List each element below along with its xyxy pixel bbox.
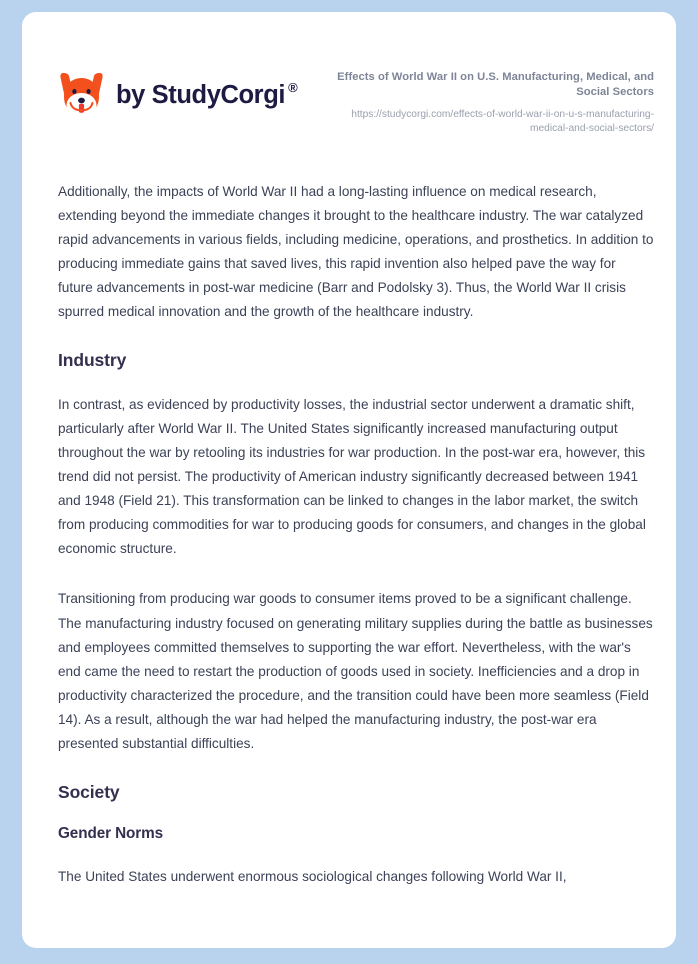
- brand-name-text: by StudyCorgi: [116, 81, 286, 110]
- heading-industry: Industry: [58, 350, 127, 371]
- corgi-logo-icon: [58, 70, 105, 122]
- paragraph-society-opening: The United States underwent enormous sociological changes following World War II,: [58, 868, 567, 884]
- document-title: Effects of World War II on U.S. Manufacturing, Medical, and Social Sectors: [337, 71, 654, 99]
- brand-wordmark: [116, 80, 298, 110]
- registered-trademark-icon: ®: [288, 80, 298, 96]
- document-page-card: [22, 12, 676, 948]
- heading-gender-norms: Gender Norms: [58, 824, 164, 842]
- brand-logo-block[interactable]: [58, 64, 297, 122]
- document-source-url[interactable]: https://studycorgi.com/effects-of-world-war-ii-on-u-s-manufacturing-medical-and-social-sectors/: [351, 108, 654, 135]
- heading-society: Society: [58, 781, 120, 802]
- paragraph-industry-transition: Transitioning from producing war goods to consumer items proved to be a significant challenge. The manufacturing industry focused on generating military supplies during the battle as businesses and employees committed themselves to supporting the war effort. Nevertheless, with the war's end came the need to restart the production of goods used in society. Inefficiencies and a drop in productivity characterized the procedure, and the transition could have been more seamless (Field 14). As a result, although the war had helped the manufacturing industry, the post-war era presented substantial difficulties.: [58, 591, 653, 751]
- document-body: [22, 180, 676, 889]
- paragraph-medical-research: Additionally, the impacts of World War II had a long-lasting influence on medical research, extending beyond the immediate changes it brought to the healthcare industry. The war catalyzed rapid advancements in various fields, including medicine, operations, and prosthetics. In addition to producing immediate gains that saved lives, this rapid invention also helped pave the way for future advancements in post-war medicine (Barr and Podolsky 3). Thus, the World War II crisis spurred medical innovation and the growth of the healthcare industry.: [58, 183, 654, 320]
- document-header: [22, 12, 676, 137]
- header-document-meta: [314, 64, 654, 137]
- paragraph-industry-productivity: In contrast, as evidenced by productivity losses, the industrial sector underwent a dramatic shift, particularly after World War II. The United States significantly increased manufacturing output throughout the war by retooling its industries for war production. In the post-war era, however, this trend did not persist. The productivity of American industry significantly decreased between 1941 and 1948 (Field 21). This transformation can be linked to changes in the labor market, the switch from producing commodities for war to producing goods for consumers, and changes in the global economic structure.: [58, 397, 646, 557]
